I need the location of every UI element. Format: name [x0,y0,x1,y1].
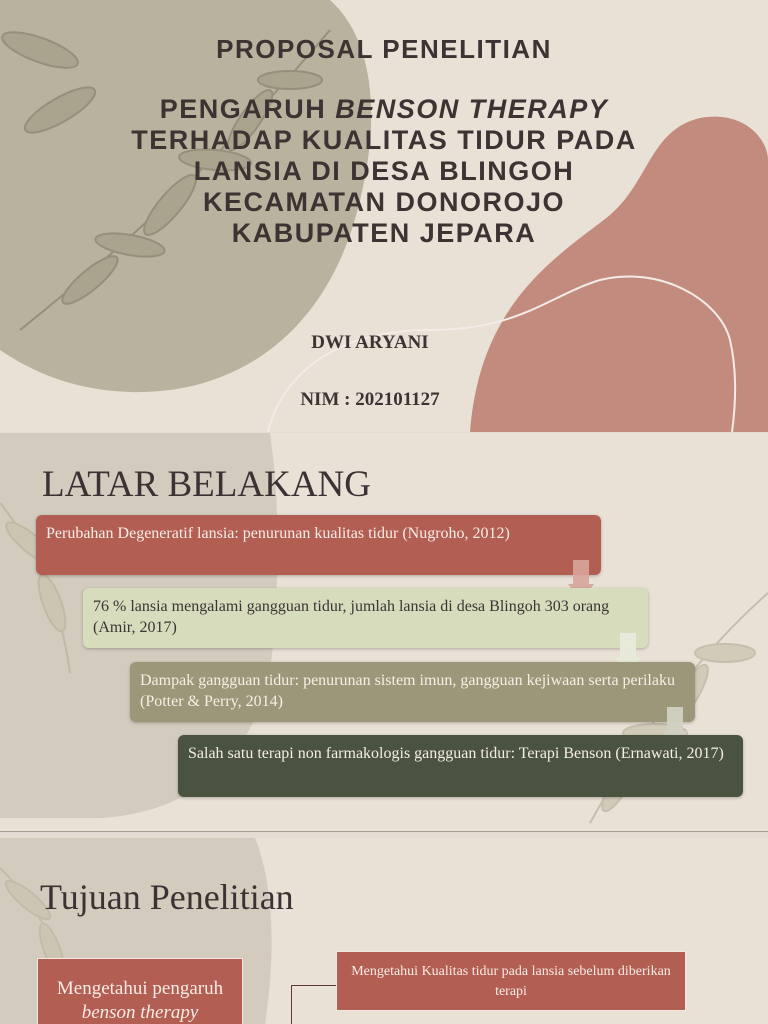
proposal-label: PROPOSAL PENELITIAN [216,34,552,64]
point-text: Dampak gangguan tidur: penurunan sistem imun, gangguan kejiwaan serta perilaku (Potter & Perry, 2014) [140,672,675,710]
title-line-2: TERHADAP KUALITAS TIDUR PADA [131,125,637,155]
title-line-4: KECAMATAN DONOROJO [203,187,565,217]
title-italic: BENSON THERAPY [335,94,609,124]
title-block [60,34,708,249]
slide-objectives [0,838,768,1024]
goal-line-2 [38,1001,242,1024]
goal-italic: benson therapy [81,1002,199,1023]
background-point-3 [130,662,695,722]
author-name: DWI ARYANI [311,332,429,353]
student-id: NIM : 202101127 [300,389,440,410]
main-goal-box [37,958,243,1024]
point-text: Salah satu terapi non farmakologis gangguan tidur: Terapi Benson (Ernawati, 2017) [188,745,724,762]
point-text: 76 % lansia mengalami gangguan tidur, jumlah lansia di desa Blingoh 303 orang (Amir, 2017) [93,598,610,636]
slide-divider [0,831,768,832]
research-title [60,94,708,249]
title-line-3: LANSIA DI DESA BLINGOH [193,156,575,186]
sub-goal-text: Mengetahui Kualitas tidur pada lansia sebelum diberikan terapi [351,964,671,999]
title-line-5: KABUPATEN JEPARA [231,218,537,248]
slide-title [0,0,768,432]
connector-line [291,985,336,1024]
goal-line-1: Mengetahui pengaruh [56,978,224,999]
section-heading: LATAR BELAKANG [42,464,371,505]
slide-background [0,433,768,831]
title-prefix: PENGARUH [159,94,336,124]
sub-goal-box [336,951,686,1011]
background-point-4 [178,735,743,797]
point-text: Perubahan Degeneratif lansia: penurunan kualitas tidur (Nugroho, 2012) [46,525,510,542]
title-line-1 [60,94,708,125]
section-heading: Tujuan Penelitian [40,877,294,917]
background-point-1 [36,515,601,575]
background-point-2 [83,588,648,648]
